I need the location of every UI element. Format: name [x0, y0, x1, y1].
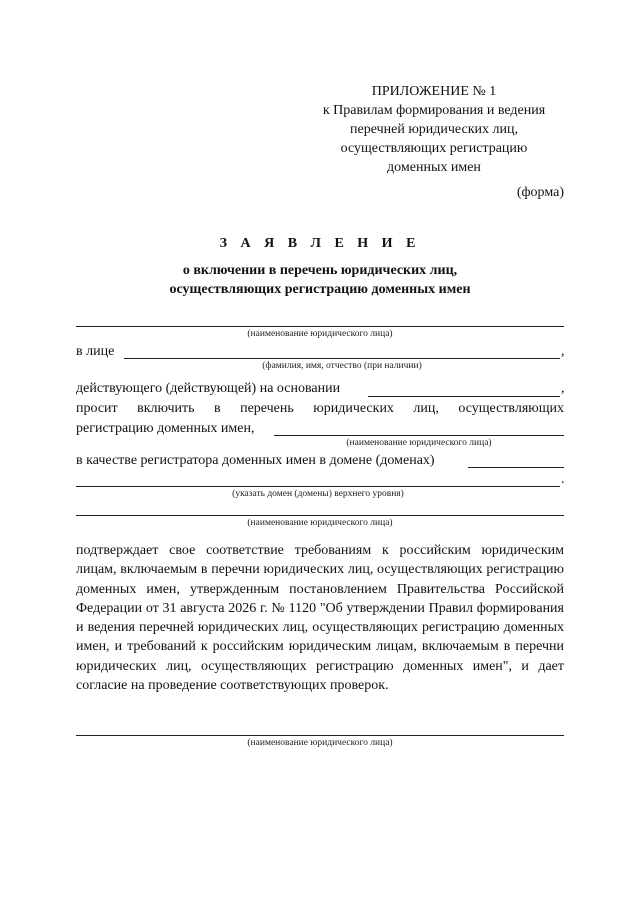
in-person-label: в лице [76, 344, 115, 359]
request-line-1: просит включить в перечень юридических лиц, осуществляющих [76, 401, 564, 416]
registrar-domain-label: в качестве регистратора доменных имен в домене (доменах) [76, 453, 435, 468]
basis-field[interactable] [368, 396, 560, 397]
subtitle-line-1: о включении в перечень юридических лиц, [182, 263, 458, 278]
period: . [561, 472, 565, 487]
entity-name-field-3[interactable] [76, 515, 564, 516]
comma-2: , [561, 381, 565, 396]
entity-name-caption-3: (наименование юридического лица) [247, 518, 393, 528]
domain-field-2[interactable] [76, 486, 560, 487]
form-label: (форма) [516, 185, 564, 200]
domain-caption: (указать домен (домены) верхнего уровня) [232, 489, 404, 499]
document-subtitle [0, 261, 640, 299]
entity-name-field-1[interactable] [76, 326, 564, 327]
entity-name-field-2[interactable] [274, 435, 564, 436]
header-line-1: к Правилам формирования и ведения [322, 103, 546, 118]
acting-basis-label: действующего (действующей) на основании [76, 381, 341, 396]
entity-name-caption-1: (наименование юридического лица) [247, 329, 393, 339]
entity-name-caption-4: (наименование юридического лица) [247, 738, 393, 748]
person-caption: (фамилия, имя, отчество (при наличии) [262, 361, 422, 371]
appendix-number: ПРИЛОЖЕНИЕ № 1 [371, 84, 497, 99]
comma-1: , [561, 344, 565, 359]
subtitle-line-2: осуществляющих регистрацию доменных имен [169, 282, 471, 297]
header-line-4: доменных имен [387, 160, 481, 175]
entity-name-field-4[interactable] [76, 735, 564, 736]
header-line-3: осуществляющих регистрацию [340, 141, 528, 156]
domain-field-1[interactable] [468, 467, 564, 468]
request-line-2: регистрацию доменных имен, [76, 421, 255, 436]
document-title: З А Я В Л Е Н И Е [219, 236, 421, 251]
person-name-field[interactable] [124, 358, 560, 359]
entity-name-caption-2: (наименование юридического лица) [346, 438, 492, 448]
confirmation-paragraph: подтверждает свое соответствие требованиям к российским юридическим лицам, включаемым в перечни юридических лиц, осуществляющих регистрацию доменных имен, утвержденным постановлением Правительства Российской Федерации от 31 августа 2026 г. № 1120 "Об утверждении Правил формирования и ведения перечней юридических лиц, осуществляющих регистрацию доменных имен, и требований к российским юридическим лицам, включаемым в перечни юридических лиц, осуществляющих регистрацию доменных имен", и дает согласие на проведение соответствующих проверок. [76, 543, 564, 694]
header-line-2: перечней юридических лиц, [350, 122, 518, 137]
